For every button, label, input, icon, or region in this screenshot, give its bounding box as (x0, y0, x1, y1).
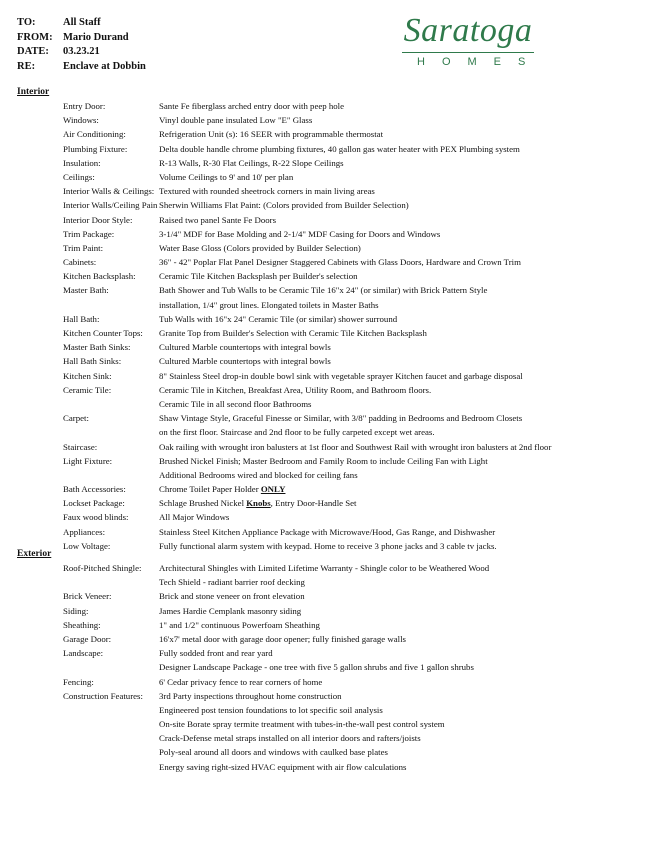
spec-value: Engineered post tension foundations to lot specific soil analysis (159, 704, 383, 715)
spec-row (63, 269, 551, 283)
memo-to: TO: All Staff (17, 17, 101, 28)
spec-label (63, 397, 159, 411)
exterior-spec-list (63, 561, 489, 774)
spec-label: Kitchen Counter Tops: (63, 328, 143, 338)
spec-row (63, 383, 551, 397)
spec-value: Chrome Toilet Paper Holder ONLY (159, 484, 286, 495)
spec-row (63, 255, 551, 269)
spec-value: Textured with rounded sheetrock corners in main living areas (159, 186, 375, 197)
spec-value: Shaw Vintage Style, Graceful Finesse or Similar, with 3/8" padding in Bedrooms and Bedroom Closets (159, 413, 523, 424)
spec-label: Insulation: (63, 157, 101, 168)
spec-label: Lockset Package: (63, 498, 125, 509)
spec-row (63, 561, 489, 575)
spec-value: R-13 Walls, R-30 Flat Ceilings, R-22 Slope Ceilings (159, 157, 344, 168)
spec-value: Energy saving right-sized HVAC equipment with air flow calculations (159, 761, 407, 772)
memo-header (17, 16, 146, 74)
spec-row (63, 142, 551, 156)
logo-wordmark: Saratoga (403, 12, 533, 49)
spec-value: Designer Landscape Package - one tree with five 5 gallon shrubs and five 1 gallon shrubs (159, 662, 474, 673)
spec-row (63, 510, 551, 524)
spec-label: Hall Bath: (63, 313, 100, 324)
spec-row (63, 326, 551, 340)
spec-label: Landscape: (63, 648, 104, 659)
spec-row (63, 411, 551, 425)
spec-value: Additional Bedrooms wired and blocked for ceiling fans (159, 469, 358, 480)
spec-value: 36" - 42" Poplar Flat Panel Designer Staggered Cabinets with Glass Doors, Hardware and Crown Trim (159, 257, 521, 268)
spec-value: Ceramic Tile Kitchen Backsplash per Builder's selection (159, 271, 358, 282)
spec-value: Bath Shower and Tub Walls to be Ceramic Tile 16"x 24" (or similar) with Brick Pattern Style (159, 285, 488, 296)
spec-value: Sherwin Williams Flat Paint: (Colors provided from Builder Selection) (159, 200, 409, 211)
spec-row (63, 340, 551, 354)
spec-row (63, 184, 551, 198)
spec-value: installation, 1/4" grout lines. Elongated toilets in Master Baths (159, 299, 379, 310)
spec-label: Master Bath Sinks: (63, 342, 131, 353)
spec-row (63, 283, 551, 297)
spec-value: 3-1/4" MDF for Base Molding and 2-1/4" MDF Casing for Doors and Windows (159, 228, 441, 239)
spec-value: Architectural Shingles with Limited Lifetime Warranty - Shingle color to be Weathered Wood (159, 563, 490, 573)
spec-value: Crack-Defense metal straps installed on all interior doors and rafters/joists (159, 733, 421, 744)
spec-label (63, 575, 159, 589)
spec-row (63, 525, 551, 539)
spec-label (63, 717, 159, 731)
spec-label: Trim Paint: (63, 242, 104, 253)
memo-date: DATE: 03.23.21 (17, 46, 100, 57)
spec-label: Staircase: (63, 441, 98, 452)
spec-label: Ceilings: (63, 171, 95, 182)
spec-value: Brushed Nickel Finish; Master Bedroom and Family Room to include Ceiling Fan with Light (159, 455, 488, 466)
emphasis-knobs: Knobs (246, 498, 271, 509)
spec-row (63, 156, 551, 170)
spec-value: Cultured Marble countertops with integral bowls (159, 356, 331, 367)
spec-row (63, 440, 551, 454)
spec-value: 1" and 1/2" continuous Powerfoam Sheathing (159, 619, 320, 630)
spec-label: Construction Features: (63, 690, 143, 701)
spec-label: Siding: (63, 605, 89, 616)
spec-label: Air Conditioning: (63, 129, 126, 140)
spec-value: Vinyl double pane insulated Low "E" Glass (159, 115, 313, 126)
spec-row (63, 99, 551, 113)
memo-re: RE: Enclave at Dobbin (17, 60, 146, 72)
spec-row (63, 646, 489, 660)
spec-row (63, 618, 489, 632)
spec-value: Granite Top from Builder's Selection with Ceramic Tile Kitchen Backsplash (159, 328, 427, 338)
logo-divider (402, 52, 534, 53)
spec-value: Refrigeration Unit (s): 16 SEER with programmable thermostat (159, 129, 384, 140)
spec-label (63, 425, 159, 439)
spec-row (63, 496, 551, 510)
spec-row (63, 113, 551, 127)
spec-label: Kitchen Sink: (63, 370, 112, 381)
spec-value: Water Base Gloss (Colors provided by Builder Selection) (159, 242, 361, 253)
spec-label (63, 703, 159, 717)
exterior-heading: Exterior (17, 549, 52, 559)
spec-value: Brick and stone veneer on front elevation (159, 591, 305, 602)
spec-row (63, 312, 551, 326)
spec-value: 16'x7' metal door with garage door opener; fully finished garage walls (159, 633, 406, 644)
spec-value: 6' Cedar privacy fence to rear corners of home (159, 676, 323, 687)
spec-label: Entry Door: (63, 101, 106, 111)
spec-label (63, 660, 159, 674)
spec-row (63, 717, 489, 731)
spec-row (63, 675, 489, 689)
spec-value: Raised two panel Sante Fe Doors (159, 214, 277, 225)
spec-value: Sante Fe fiberglass arched entry door with peep hole (159, 101, 345, 111)
spec-label: Fencing: (63, 676, 94, 687)
spec-label: Low Voltage: (63, 540, 111, 551)
spec-value: Fully functional alarm system with keypad. Home to receive 3 phone jacks and 3 cable tv jacks. (159, 540, 497, 551)
spec-value: 8" Stainless Steel drop-in double bowl sink with vegetable sprayer Kitchen faucet and garbage disposal (159, 370, 523, 381)
spec-row (63, 632, 489, 646)
spec-label: Kitchen Backsplash: (63, 271, 136, 282)
spec-row (63, 689, 489, 703)
interior-spec-list (63, 99, 551, 553)
spec-row (63, 604, 489, 618)
spec-row (63, 745, 489, 759)
spec-row (63, 170, 551, 184)
spec-value: Poly-seal around all doors and windows with caulked base plates (159, 747, 388, 758)
spec-label: Bath Accessories: (63, 484, 126, 495)
spec-label: Brick Veneer: (63, 591, 112, 602)
spec-value: Cultured Marble countertops with integral bowls (159, 342, 331, 353)
spec-label: Master Bath: (63, 285, 109, 296)
spec-label (63, 468, 159, 482)
spec-row (63, 397, 551, 411)
spec-value: on the first floor. Staircase and 2nd floor to be fully carpeted except wet areas. (159, 427, 435, 438)
spec-value: Delta double handle chrome plumbing fixtures, 40 gallon gas water heater with PEX Plumbing system (159, 143, 520, 154)
spec-label: Trim Package: (63, 228, 115, 239)
spec-row (63, 369, 551, 383)
saratoga-homes-logo (400, 12, 543, 74)
spec-value: Ceramic Tile in Kitchen, Breakfast Area, Utility Room, and Bathroom floors. (159, 384, 432, 395)
spec-label: Cabinets: (63, 257, 97, 268)
spec-label: Interior Door Style: (63, 214, 133, 225)
spec-label: Carpet: (63, 413, 89, 424)
spec-label: Interior Walls & Ceilings: (63, 186, 155, 197)
spec-value: Ceramic Tile in all second floor Bathrooms (159, 398, 312, 409)
spec-label: Hall Bath Sinks: (63, 356, 122, 367)
spec-row (63, 482, 551, 496)
spec-row (63, 468, 551, 482)
spec-label (63, 745, 159, 759)
spec-row (63, 227, 551, 241)
spec-label: Faux wood blinds: (63, 512, 129, 523)
spec-row (63, 298, 551, 312)
emphasis-only: ONLY (260, 484, 286, 495)
spec-label: Garage Door: (63, 633, 112, 644)
spec-value: James Hardie Cemplank masonry siding (159, 605, 302, 616)
spec-label: Roof-Pitched Shingle: (63, 563, 142, 573)
spec-label: Plumbing Fixture: (63, 143, 128, 154)
spec-row (63, 454, 551, 468)
spec-row (63, 213, 551, 227)
spec-label (63, 731, 159, 745)
spec-label (63, 760, 159, 774)
spec-label: Windows: (63, 115, 99, 126)
spec-label: Ceramic Tile: (63, 384, 112, 395)
spec-row (63, 760, 489, 774)
spec-row (63, 127, 551, 141)
spec-label: Light Fixture: (63, 455, 113, 466)
spec-value: Tech Shield - radiant barrier roof decking (159, 577, 305, 588)
spec-row (63, 198, 551, 212)
spec-row (63, 425, 551, 439)
spec-value: Fully sodded front and rear yard (159, 648, 273, 659)
spec-label: Sheathing: (63, 619, 101, 630)
spec-value: All Major Windows (159, 512, 230, 523)
spec-row (63, 589, 489, 603)
spec-row (63, 660, 489, 674)
spec-label: Interior Walls/Ceiling Pain (63, 200, 158, 211)
spec-row (63, 539, 551, 553)
spec-row (63, 703, 489, 717)
spec-value: 3rd Party inspections throughout home construction (159, 690, 342, 701)
spec-value: Oak railing with wrought iron balusters at 1st floor and Southwest Rail with wrought iron balusters at 2nd floor (159, 441, 552, 452)
spec-row (63, 354, 551, 368)
spec-label (63, 298, 159, 312)
memo-from: FROM: Mario Durand (17, 31, 129, 43)
spec-value: Schlage Brushed Nickel Knobs, Entry Door-Handle Set (159, 498, 357, 509)
spec-value: Tub Walls with 16"x 24" Ceramic Tile (or similar) shower surround (159, 313, 398, 324)
logo-subtitle: HOMES (417, 56, 543, 68)
spec-value: Volume Ceilings to 9' and 10' per plan (159, 171, 294, 182)
spec-value: On-site Borate spray termite treatment with tubes-in-the-wall pest control system (159, 719, 445, 730)
spec-row (63, 731, 489, 745)
spec-row (63, 575, 489, 589)
spec-value: Stainless Steel Kitchen Appliance Package with Microwave/Hood, Gas Range, and Dishwasher (159, 526, 496, 537)
interior-heading: Interior (17, 87, 50, 97)
spec-label: Appliances: (63, 526, 106, 537)
spec-row (63, 241, 551, 255)
